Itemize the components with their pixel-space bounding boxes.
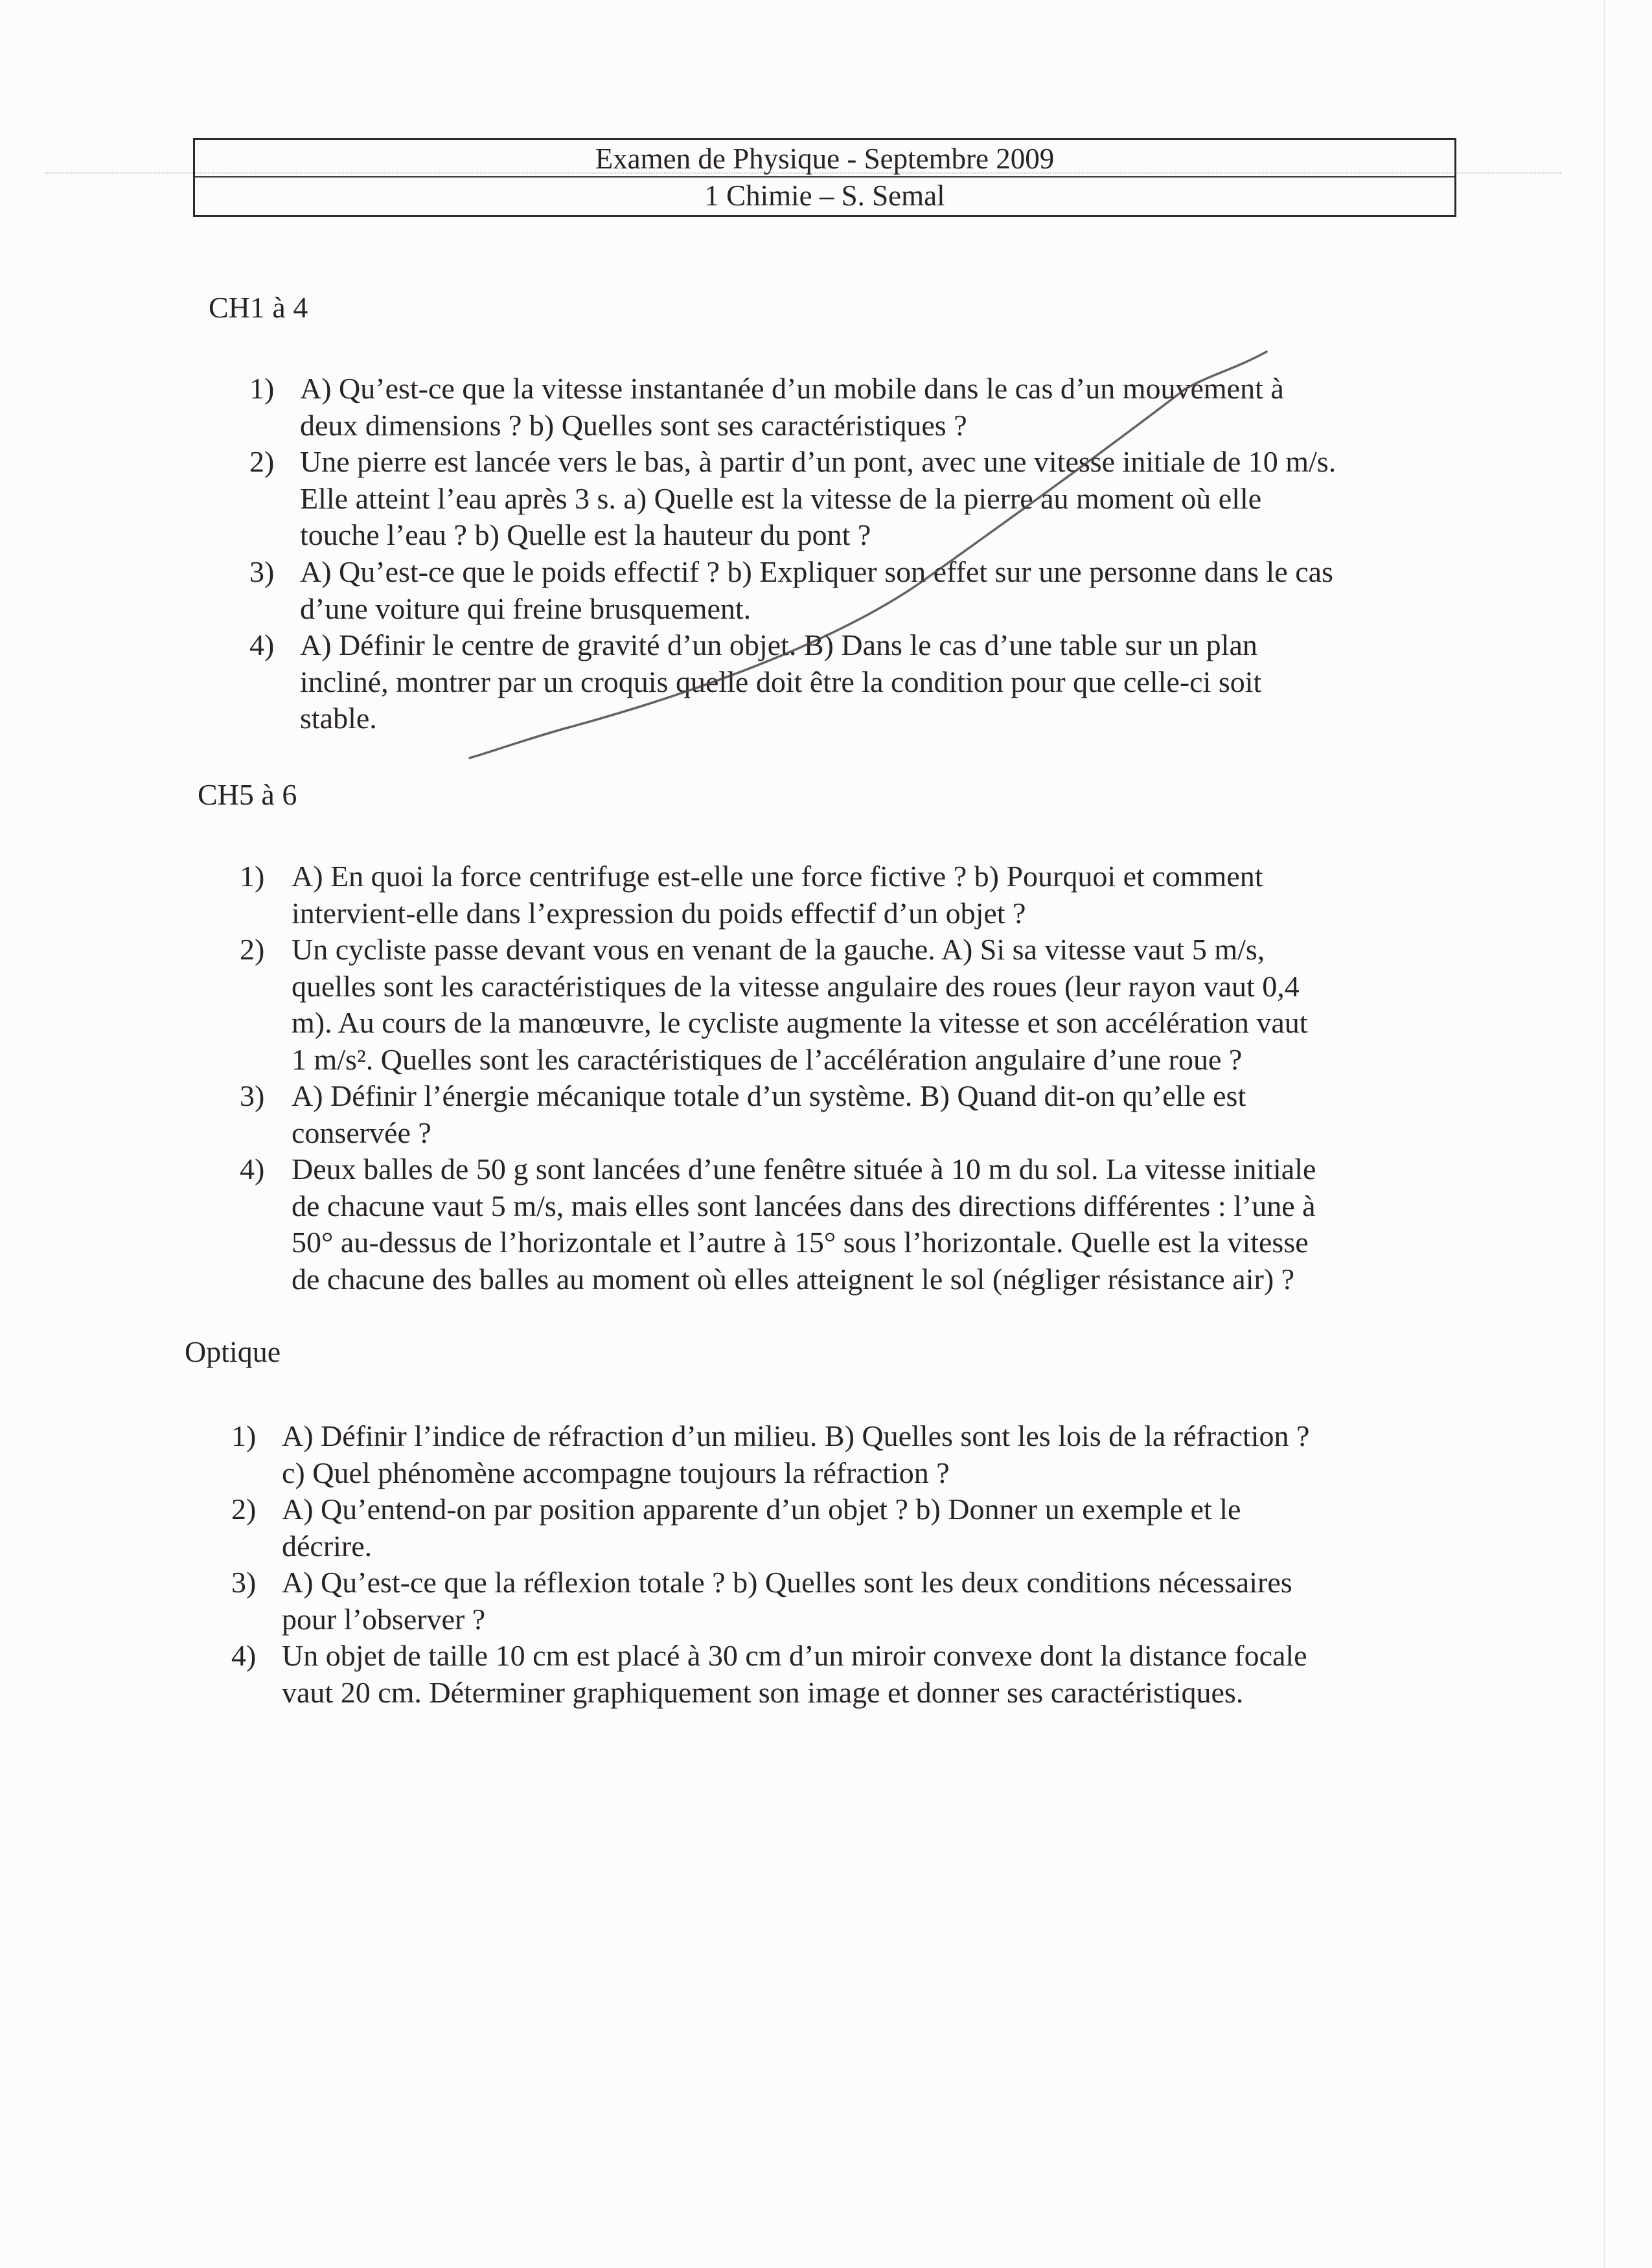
scan-page-edge	[1603, 0, 1605, 2268]
exam-subtitle: 1 Chimie – S. Semal	[704, 179, 945, 212]
question-line: de chacune vaut 5 m/s, mais elles sont lancées dans des directions différentes : l’une à	[292, 1189, 1316, 1222]
question-number: 4)	[240, 1152, 265, 1186]
question-line: Deux balles de 50 g sont lancées d’une fenêtre située à 10 m du sol. La vitesse initiale	[292, 1152, 1316, 1186]
question-line: Un cycliste passe devant vous en venant de la gauche. A) Si sa vitesse vaut 5 m/s,	[292, 933, 1265, 966]
question-line: Une pierre est lancée vers le bas, à partir d’un pont, avec une vitesse initiale de 10 m/s.	[300, 445, 1337, 478]
question-line: c) Quel phénomène accompagne toujours la réfraction ?	[282, 1456, 950, 1489]
question-line: intervient-elle dans l’expression du poids effectif d’un objet ?	[292, 896, 1026, 930]
exam-header-box	[193, 138, 1456, 217]
question-line: 1 m/s². Quelles sont les caractéristiques de l’accélération angulaire d’une roue ?	[292, 1042, 1243, 1076]
question-line: touche l’eau ? b) Quelle est la hauteur du pont ?	[300, 518, 871, 551]
section-title-ch1-4: CH1 à 4	[209, 291, 308, 324]
question-line: A) Qu’est-ce que la vitesse instantanée d’un mobile dans le cas d’un mouvement à	[300, 372, 1284, 405]
question-line: conservée ?	[292, 1116, 431, 1149]
question-line: A) Définir l’énergie mécanique totale d’un système. B) Quand dit-on qu’elle est	[292, 1079, 1246, 1112]
question-line: A) Qu’entend-on par position apparente d’un objet ? b) Donner un exemple et le	[282, 1493, 1241, 1526]
question-line: de chacune des balles au moment où elles atteignent le sol (négliger résistance air) ?	[292, 1262, 1295, 1296]
question-line: décrire.	[282, 1529, 373, 1563]
question-line: A) Définir le centre de gravité d’un objet. B) Dans le cas d’une table sur un plan	[300, 628, 1257, 661]
question-line: pour l’observer ?	[282, 1602, 486, 1636]
question-line: m). Au cours de la manœuvre, le cycliste augmente la vitesse et son accélération vaut	[292, 1006, 1308, 1039]
question-number: 2)	[249, 445, 275, 478]
question-number: 4)	[249, 628, 275, 661]
question-number: 3)	[249, 555, 275, 588]
question-line: A) Qu’est-ce que la réflexion totale ? b) Quelles sont les deux conditions nécessaires	[282, 1566, 1292, 1599]
section-title-ch5-6: CH5 à 6	[198, 778, 297, 811]
question-line: incliné, montrer par un croquis quelle doit être la condition pour que celle-ci soit	[300, 665, 1262, 698]
question-line: quelles sont les caractéristiques de la vitesse angulaire des roues (leur rayon vaut 0,4	[292, 969, 1300, 1003]
question-line: stable.	[300, 702, 377, 735]
section-title-optique: Optique	[185, 1335, 281, 1368]
question-number: 1)	[249, 372, 275, 405]
question-line: vaut 20 cm. Déterminer graphiquement son image et donner ses caractéristiques.	[282, 1675, 1244, 1709]
question-line: Elle atteint l’eau après 3 s. a) Quelle est la vitesse de la pierre au moment où elle	[300, 481, 1262, 515]
question-line: d’une voiture qui freine brusquement.	[300, 591, 751, 625]
question-line: 50° au-dessus de l’horizontale et l’autre à 15° sous l’horizontale. Quelle est la vitesse	[292, 1226, 1309, 1259]
question-number: 4)	[231, 1639, 257, 1672]
question-number: 2)	[240, 933, 265, 966]
question-number: 2)	[231, 1493, 257, 1526]
question-number: 3)	[240, 1079, 265, 1112]
exam-title: Examen de Physique - Septembre 2009	[595, 143, 1055, 175]
question-number: 3)	[231, 1566, 257, 1599]
question-line: A) En quoi la force centrifuge est-elle une force fictive ? b) Pourquoi et comment	[292, 860, 1263, 893]
question-number: 1)	[231, 1419, 257, 1452]
question-number: 1)	[240, 860, 265, 893]
header-divider	[195, 176, 1454, 178]
question-line: A) Qu’est-ce que le poids effectif ? b) Expliquer son effet sur une personne dans le cas	[300, 555, 1333, 588]
question-line: deux dimensions ? b) Quelles sont ses caractéristiques ?	[300, 408, 967, 442]
question-line: Un objet de taille 10 cm est placé à 30 cm d’un miroir convexe dont la distance focale	[282, 1639, 1307, 1672]
question-line: A) Définir l’indice de réfraction d’un milieu. B) Quelles sont les lois de la réfraction ?	[282, 1419, 1310, 1452]
